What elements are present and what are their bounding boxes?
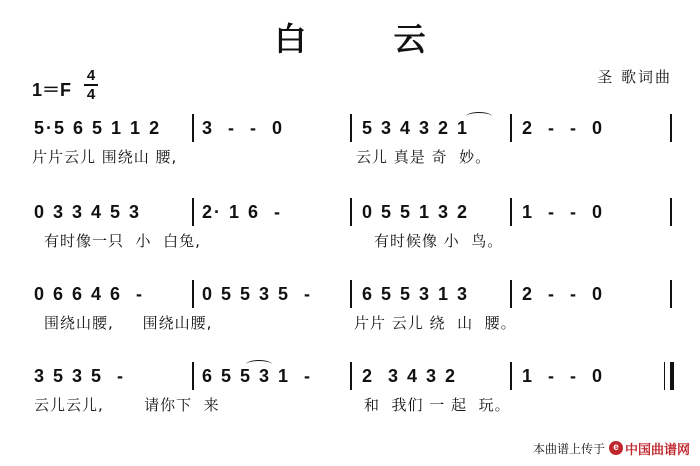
score-line-2 — [0, 200, 700, 260]
measure: 1 - - 0 — [522, 366, 605, 386]
score-line-3 — [0, 282, 700, 342]
lyric-line: 有时候像 小 鸟。 — [374, 232, 504, 250]
lyric-line: 和 我们 一 起 玩。 — [364, 396, 511, 414]
tie-slur — [466, 112, 492, 121]
lyric-line: 云儿 真是 奇 妙。 — [356, 148, 492, 166]
time-signature-top: 4 — [86, 67, 96, 84]
measure: 3 5 3 5 - — [34, 366, 126, 386]
site-logo[interactable] — [609, 439, 690, 458]
measure: 0 3 3 4 5 3 — [34, 202, 142, 222]
lyric-line: 有时像一只 小 白兔, — [44, 232, 201, 250]
lyric-line: 围绕山腰, 围绕山腰, — [44, 314, 213, 332]
lyric-line: 片片 云儿 绕 山 腰。 — [354, 314, 517, 332]
upload-footer — [533, 438, 690, 458]
measure: 2· 1 6 - — [202, 202, 283, 222]
measure: 5·5 6 5 1 1 2 — [34, 118, 162, 138]
time-signature — [84, 68, 98, 102]
measure: 5 3 4 3 2 1 — [362, 118, 470, 138]
upload-text: 本曲谱上传于 — [532, 441, 605, 456]
score-line-4 — [0, 364, 700, 424]
measure: 1 - - 0 — [522, 202, 605, 222]
final-barline — [664, 362, 674, 390]
lyric-line: 云儿云儿, 请你下 来 — [34, 396, 220, 414]
measure: 0 5 5 3 5 - — [202, 284, 313, 304]
tie-slur — [246, 360, 272, 369]
composer-credit: 圣 歌词曲 — [597, 68, 672, 86]
measure: 6 5 5 3 1 3 — [362, 284, 470, 304]
key-signature: 1＝F — [32, 80, 72, 100]
song-title: 白 云 — [274, 20, 464, 58]
lyric-line: 片片云儿 围绕山 腰, — [32, 148, 178, 166]
measure: 6 5 5 3 1 - — [202, 366, 313, 386]
measure: 0 5 5 1 3 2 — [362, 202, 470, 222]
measure: 2 - - 0 — [522, 118, 605, 138]
measure: 2 3 4 3 2 — [362, 366, 458, 386]
measure: 2 - - 0 — [522, 284, 605, 304]
time-signature-bottom: 4 — [86, 86, 96, 103]
score-line-1 — [0, 116, 700, 176]
measure: 3 - - 0 — [202, 118, 285, 138]
ear-logo-icon: e — [609, 441, 623, 455]
measure: 0 6 6 4 6 - — [34, 284, 145, 304]
site-logo-text: 中国曲谱网 — [624, 441, 690, 457]
